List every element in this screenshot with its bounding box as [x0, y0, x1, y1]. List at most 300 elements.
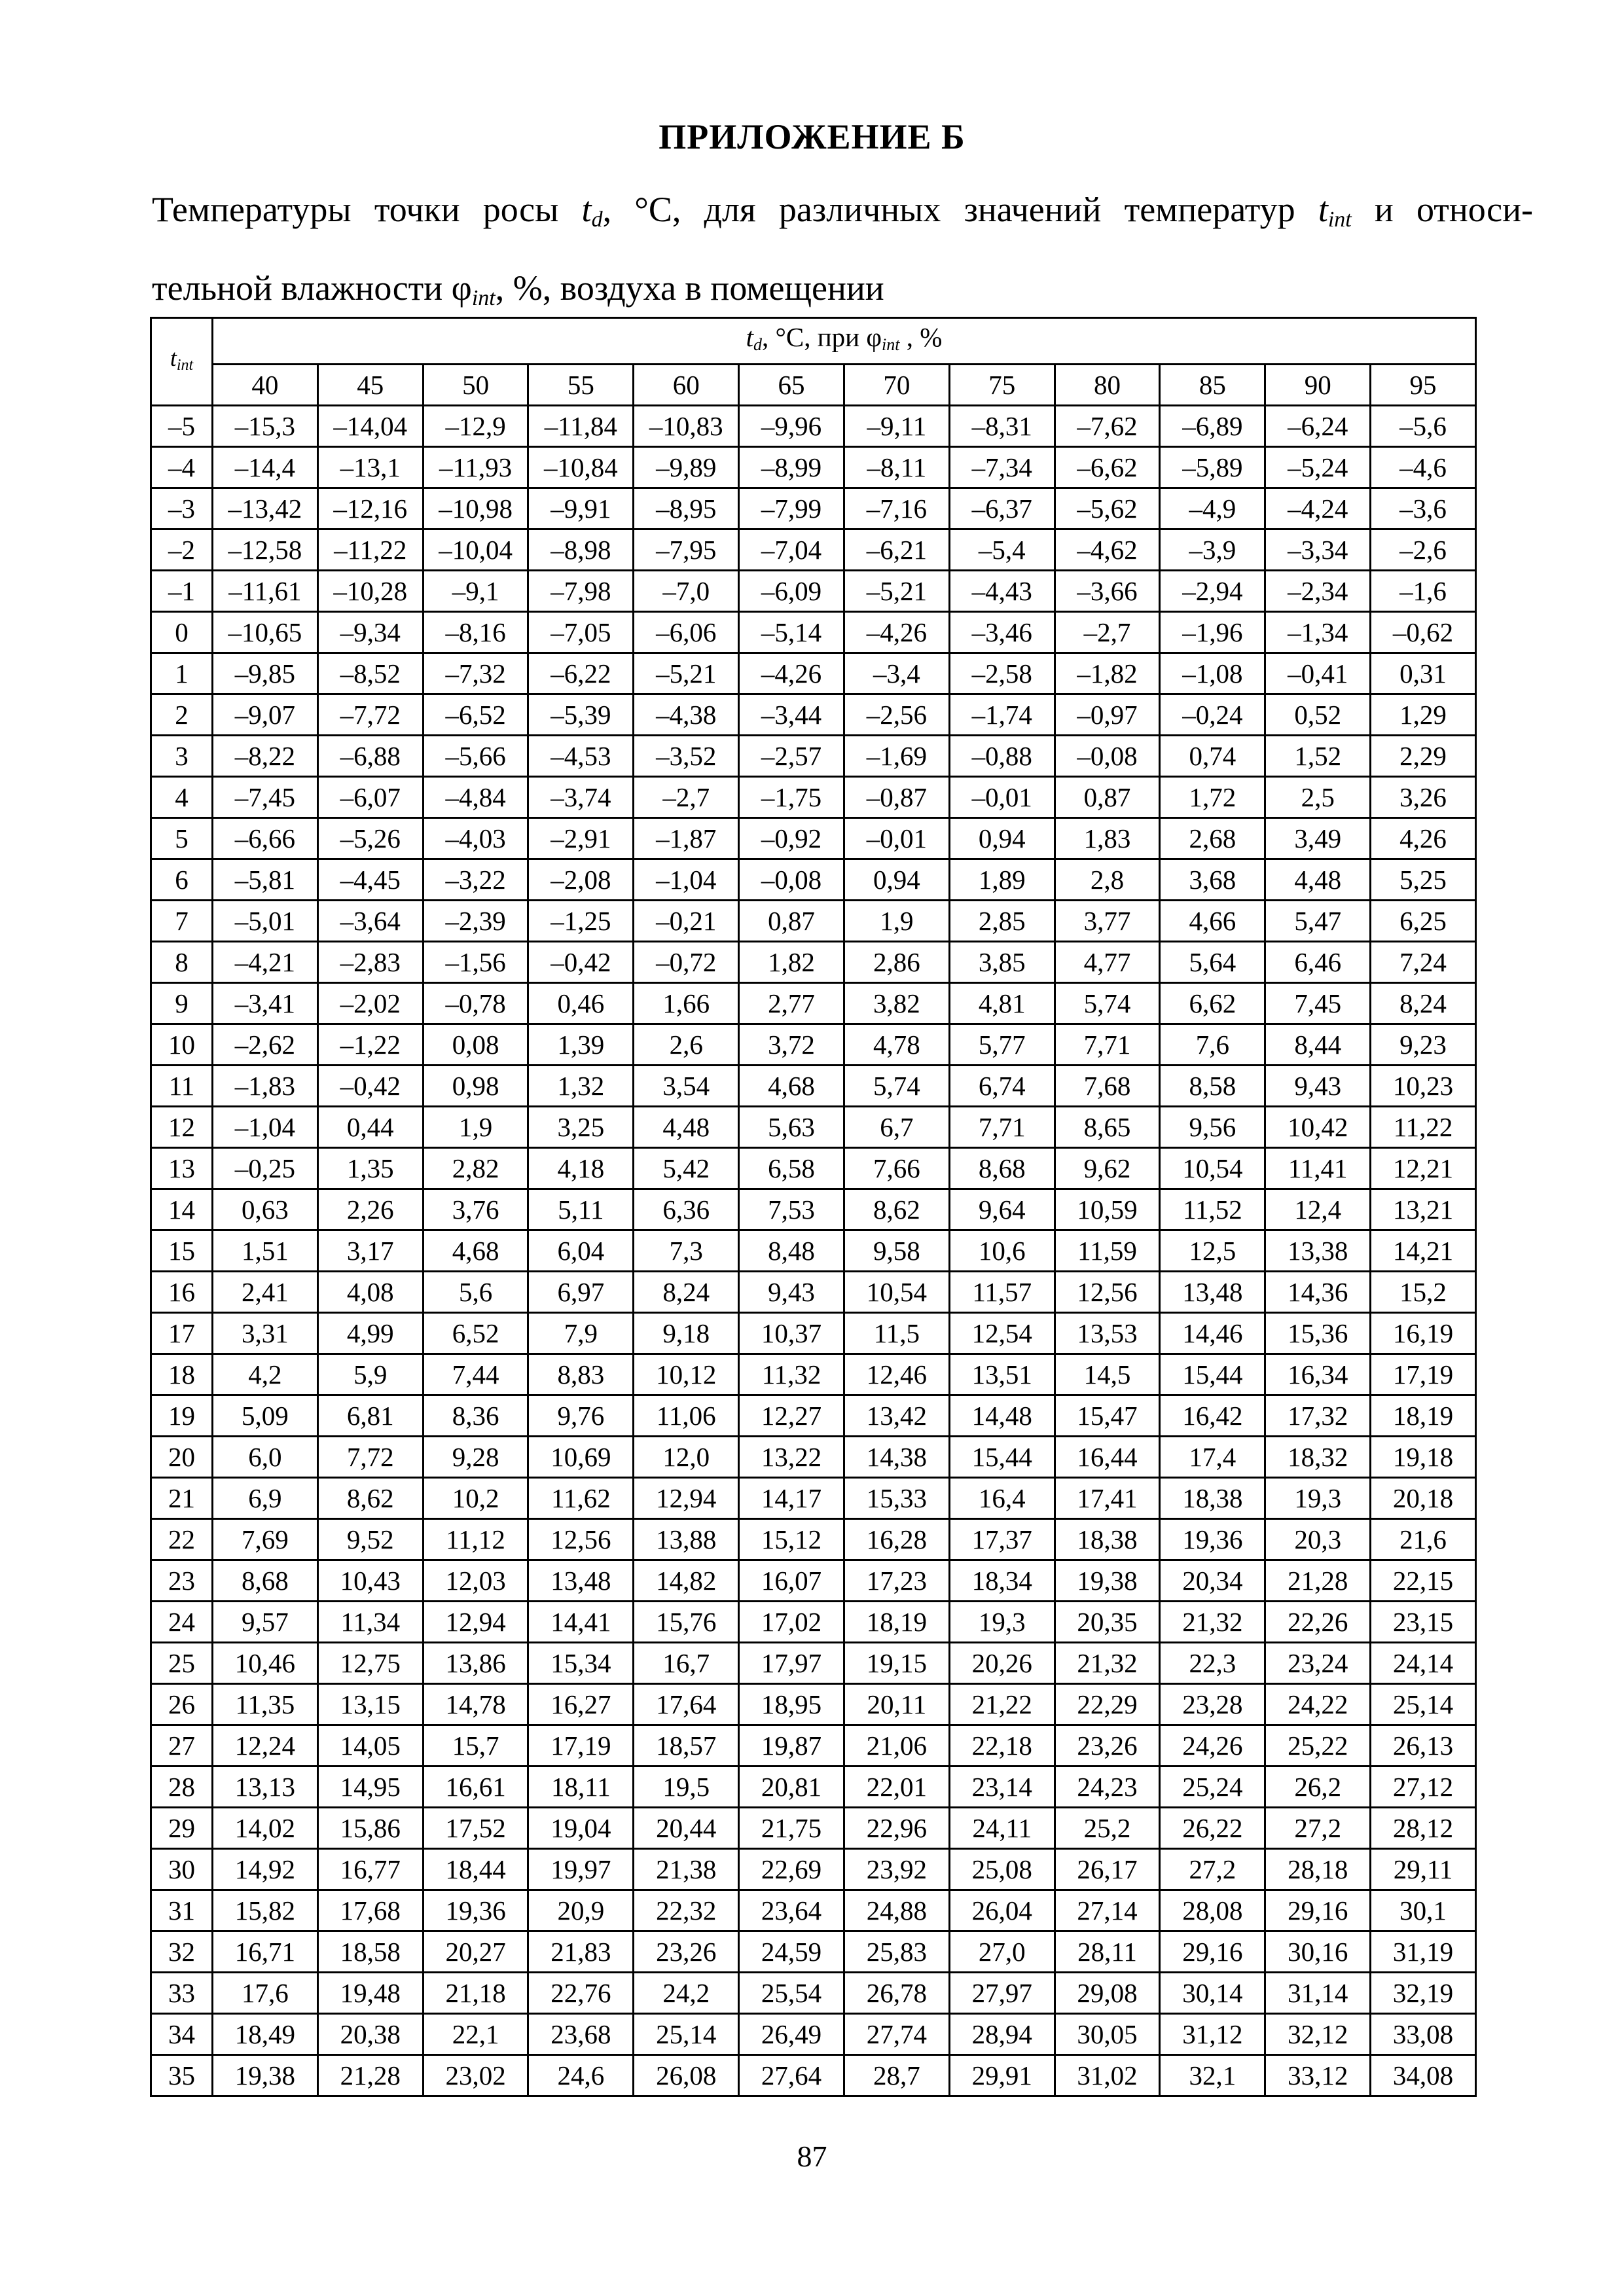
- dew-point-cell: 13,53: [1055, 1313, 1160, 1354]
- tint-value-cell: –2: [151, 529, 213, 571]
- dew-point-cell: –1,56: [423, 942, 528, 983]
- tint-value-cell: 12: [151, 1107, 213, 1148]
- dew-point-cell: –9,07: [213, 694, 318, 736]
- dew-point-cell: 11,52: [1160, 1189, 1265, 1230]
- dew-point-cell: 17,52: [423, 1808, 528, 1849]
- dew-point-cell: 2,77: [739, 983, 844, 1024]
- dew-point-cell: 6,04: [528, 1230, 634, 1272]
- humidity-column-header: 60: [634, 365, 739, 406]
- dew-point-cell: 20,3: [1265, 1519, 1371, 1560]
- dew-point-cell: 26,17: [1055, 1849, 1160, 1890]
- dew-point-cell: 21,75: [739, 1808, 844, 1849]
- dew-point-cell: 0,31: [1371, 653, 1476, 694]
- dew-point-cell: 7,24: [1371, 942, 1476, 983]
- dew-point-cell: 12,03: [423, 1560, 528, 1602]
- td-subscript: d: [591, 207, 603, 232]
- dew-point-cell: –11,22: [317, 529, 423, 571]
- dew-point-cell: –3,64: [317, 901, 423, 942]
- dew-point-cell: 2,6: [634, 1024, 739, 1066]
- dew-point-cell: 21,83: [528, 1931, 634, 1973]
- dew-point-cell: –12,58: [213, 529, 318, 571]
- dew-point-cell: –2,91: [528, 818, 634, 859]
- dew-point-cell: 28,94: [949, 2014, 1055, 2055]
- dew-point-cell: –7,05: [528, 612, 634, 653]
- dew-point-cell: 28,18: [1265, 1849, 1371, 1890]
- dew-point-cell: 9,56: [1160, 1107, 1265, 1148]
- dew-point-cell: 16,7: [634, 1643, 739, 1684]
- dew-point-cell: 15,47: [1055, 1395, 1160, 1437]
- dew-point-cell: –0,08: [1055, 736, 1160, 777]
- dew-point-cell: 17,68: [317, 1890, 423, 1931]
- dew-point-cell: 30,1: [1371, 1890, 1476, 1931]
- dew-point-cell: 4,48: [1265, 859, 1371, 901]
- tint-value-cell: 30: [151, 1849, 213, 1890]
- dew-point-cell: 10,12: [634, 1354, 739, 1395]
- tint-symbol: t: [1318, 190, 1328, 229]
- dew-point-cell: 0,74: [1160, 736, 1265, 777]
- dew-point-cell: –8,11: [844, 447, 949, 488]
- dew-point-cell: 19,38: [1055, 1560, 1160, 1602]
- dew-point-cell: –11,61: [213, 571, 318, 612]
- dew-point-cell: 7,71: [949, 1107, 1055, 1148]
- dew-point-cell: –5,39: [528, 694, 634, 736]
- dew-point-cell: –4,26: [844, 612, 949, 653]
- dew-point-cell: 3,49: [1265, 818, 1371, 859]
- table-row: [151, 859, 1476, 901]
- dew-point-cell: 17,4: [1160, 1437, 1265, 1478]
- dew-point-cell: 2,5: [1265, 777, 1371, 818]
- dew-point-cell: 2,86: [844, 942, 949, 983]
- dew-point-cell: 12,56: [1055, 1272, 1160, 1313]
- dew-point-cell: 29,11: [1371, 1849, 1476, 1890]
- dew-point-cell: –0,41: [1265, 653, 1371, 694]
- dew-point-cell: 8,83: [528, 1354, 634, 1395]
- dew-point-cell: 7,9: [528, 1313, 634, 1354]
- dew-point-cell: 13,48: [1160, 1272, 1265, 1313]
- dew-point-cell: 32,12: [1265, 2014, 1371, 2055]
- dew-point-cell: 27,2: [1160, 1849, 1265, 1890]
- dew-point-cell: 14,05: [317, 1725, 423, 1767]
- dew-point-cell: 0,46: [528, 983, 634, 1024]
- dew-point-cell: 22,69: [739, 1849, 844, 1890]
- dew-point-cell: 6,81: [317, 1395, 423, 1437]
- table-row: [151, 1560, 1476, 1602]
- dew-point-cell: 16,42: [1160, 1395, 1265, 1437]
- phi-subscript: int: [471, 286, 496, 310]
- dew-point-cell: 27,74: [844, 2014, 949, 2055]
- dew-point-cell: 12,4: [1265, 1189, 1371, 1230]
- dew-point-cell: 31,02: [1055, 2055, 1160, 2096]
- dew-point-cell: 5,64: [1160, 942, 1265, 983]
- dew-point-cell: –5,21: [844, 571, 949, 612]
- dew-point-cell: –1,87: [634, 818, 739, 859]
- dew-point-cell: 14,38: [844, 1437, 949, 1478]
- dew-point-cell: –3,46: [949, 612, 1055, 653]
- dew-point-cell: –0,97: [1055, 694, 1160, 736]
- dew-point-cell: 11,41: [1265, 1148, 1371, 1189]
- dew-point-cell: 18,38: [1160, 1478, 1265, 1519]
- dew-point-cell: –12,16: [317, 488, 423, 529]
- dew-point-cell: 4,68: [739, 1066, 844, 1107]
- dew-point-cell: –2,56: [844, 694, 949, 736]
- caption-text-2: , °С, для различных значений температур: [602, 190, 1318, 229]
- dew-point-cell: 29,91: [949, 2055, 1055, 2096]
- dew-point-cell: 16,27: [528, 1684, 634, 1725]
- table-row: [151, 1849, 1476, 1890]
- table-row: [151, 1973, 1476, 2014]
- dew-point-cell: 15,33: [844, 1478, 949, 1519]
- dew-point-cell: –4,21: [213, 942, 318, 983]
- table-row: [151, 571, 1476, 612]
- dew-point-cell: 7,45: [1265, 983, 1371, 1024]
- tint-value-cell: 24: [151, 1602, 213, 1643]
- dew-point-cell: 13,51: [949, 1354, 1055, 1395]
- table-row: [151, 406, 1476, 447]
- dew-point-cell: 13,42: [844, 1395, 949, 1437]
- dew-point-cell: 25,14: [1371, 1684, 1476, 1725]
- dew-point-cell: 27,12: [1371, 1767, 1476, 1808]
- table-row: [151, 818, 1476, 859]
- tint-value-cell: 0: [151, 612, 213, 653]
- dew-point-cell: 10,43: [317, 1560, 423, 1602]
- dew-point-cell: 19,15: [844, 1643, 949, 1684]
- table-row: [151, 1395, 1476, 1437]
- dew-point-cell: –8,99: [739, 447, 844, 488]
- dew-point-cell: 24,11: [949, 1808, 1055, 1849]
- dew-point-cell: –3,4: [844, 653, 949, 694]
- dew-point-cell: 2,82: [423, 1148, 528, 1189]
- dew-point-cell: 13,13: [213, 1767, 318, 1808]
- dew-point-cell: 16,19: [1371, 1313, 1476, 1354]
- table-header-row: [151, 318, 1476, 365]
- tint-value-cell: 23: [151, 1560, 213, 1602]
- dew-point-cell: –0,88: [949, 736, 1055, 777]
- dew-point-cell: 20,26: [949, 1643, 1055, 1684]
- dew-point-cell: –8,16: [423, 612, 528, 653]
- dew-point-cell: –5,24: [1265, 447, 1371, 488]
- dew-point-cell: 6,74: [949, 1066, 1055, 1107]
- dew-point-cell: 29,16: [1160, 1931, 1265, 1973]
- dew-point-cell: 5,63: [739, 1107, 844, 1148]
- dew-point-cell: 12,54: [949, 1313, 1055, 1354]
- dew-point-cell: 19,18: [1371, 1437, 1476, 1478]
- dew-point-cell: –2,83: [317, 942, 423, 983]
- dew-point-cell: –4,45: [317, 859, 423, 901]
- dew-point-cell: 21,06: [844, 1725, 949, 1767]
- dew-point-cell: 7,72: [317, 1437, 423, 1478]
- dew-point-cell: 28,7: [844, 2055, 949, 2096]
- dew-point-cell: 1,9: [844, 901, 949, 942]
- dew-point-cell: 18,19: [844, 1602, 949, 1643]
- dew-point-cell: –11,84: [528, 406, 634, 447]
- dew-point-cell: 21,18: [423, 1973, 528, 2014]
- dew-point-cell: –5,26: [317, 818, 423, 859]
- dew-point-cell: 14,36: [1265, 1272, 1371, 1313]
- dew-point-cell: 34,08: [1371, 2055, 1476, 2096]
- group-text-2: , %: [899, 322, 943, 352]
- dew-point-cell: 14,82: [634, 1560, 739, 1602]
- dew-point-cell: 1,66: [634, 983, 739, 1024]
- table-row: [151, 1890, 1476, 1931]
- dew-point-cell: 21,28: [1265, 1560, 1371, 1602]
- dew-point-cell: 10,37: [739, 1313, 844, 1354]
- dew-point-cell: 18,19: [1371, 1395, 1476, 1437]
- dew-point-cell: 6,97: [528, 1272, 634, 1313]
- dew-point-cell: –4,26: [739, 653, 844, 694]
- dew-point-cell: 25,08: [949, 1849, 1055, 1890]
- dew-point-cell: 27,14: [1055, 1890, 1160, 1931]
- table-row: [151, 1643, 1476, 1684]
- dew-point-cell: 22,26: [1265, 1602, 1371, 1643]
- dew-point-cell: –5,89: [1160, 447, 1265, 488]
- tint-value-cell: 1: [151, 653, 213, 694]
- dew-point-cell: –10,83: [634, 406, 739, 447]
- dew-point-cell: 14,02: [213, 1808, 318, 1849]
- dew-point-cell: 12,5: [1160, 1230, 1265, 1272]
- dew-point-cell: –0,62: [1371, 612, 1476, 653]
- dew-point-cell: 11,12: [423, 1519, 528, 1560]
- dew-point-cell: 9,64: [949, 1189, 1055, 1230]
- table-row: [151, 1478, 1476, 1519]
- tint-value-cell: –1: [151, 571, 213, 612]
- tint-value-cell: 11: [151, 1066, 213, 1107]
- dew-point-cell: 4,48: [634, 1107, 739, 1148]
- dew-point-cell: 9,76: [528, 1395, 634, 1437]
- dew-point-cell: –0,87: [844, 777, 949, 818]
- dew-point-cell: 3,77: [1055, 901, 1160, 942]
- dew-point-cell: 16,61: [423, 1767, 528, 1808]
- dew-point-cell: 1,32: [528, 1066, 634, 1107]
- dew-point-cell: 18,38: [1055, 1519, 1160, 1560]
- dew-point-cell: –8,95: [634, 488, 739, 529]
- dew-point-cell: 25,83: [844, 1931, 949, 1973]
- tint-value-cell: 21: [151, 1478, 213, 1519]
- dew-point-cell: –4,53: [528, 736, 634, 777]
- dew-point-cell: 5,74: [1055, 983, 1160, 1024]
- dew-point-cell: 15,12: [739, 1519, 844, 1560]
- dew-point-cell: –1,04: [213, 1107, 318, 1148]
- dew-point-cell: 9,58: [844, 1230, 949, 1272]
- dew-point-cell: 22,01: [844, 1767, 949, 1808]
- dew-point-cell: 30,05: [1055, 2014, 1160, 2055]
- dew-point-cell: –2,6: [1371, 529, 1476, 571]
- dew-point-cell: 23,14: [949, 1767, 1055, 1808]
- humidity-column-header: 55: [528, 365, 634, 406]
- dew-point-cell: –7,0: [634, 571, 739, 612]
- dew-point-cell: 28,12: [1371, 1808, 1476, 1849]
- dew-point-cell: –4,43: [949, 571, 1055, 612]
- dew-point-cell: 16,07: [739, 1560, 844, 1602]
- table-row: [151, 1354, 1476, 1395]
- dew-point-cell: 13,15: [317, 1684, 423, 1725]
- dew-point-cell: 20,44: [634, 1808, 739, 1849]
- dew-point-cell: –6,52: [423, 694, 528, 736]
- dew-point-cell: –3,22: [423, 859, 528, 901]
- dew-point-cell: 16,77: [317, 1849, 423, 1890]
- dew-point-cell: 3,31: [213, 1313, 318, 1354]
- dew-point-cell: –6,88: [317, 736, 423, 777]
- table-row: [151, 1437, 1476, 1478]
- dew-point-cell: 18,49: [213, 2014, 318, 2055]
- dew-point-cell: –7,98: [528, 571, 634, 612]
- dew-point-cell: 14,5: [1055, 1354, 1160, 1395]
- dew-point-cell: 8,68: [949, 1148, 1055, 1189]
- dew-point-cell: 18,34: [949, 1560, 1055, 1602]
- dew-point-cell: –0,42: [528, 942, 634, 983]
- dew-point-cell: 19,87: [739, 1725, 844, 1767]
- dew-point-cell: 15,34: [528, 1643, 634, 1684]
- table-row: [151, 488, 1476, 529]
- dew-point-cell: –7,99: [739, 488, 844, 529]
- dew-point-cell: 13,88: [634, 1519, 739, 1560]
- table-row: [151, 1066, 1476, 1107]
- dew-point-cell: –6,24: [1265, 406, 1371, 447]
- dew-point-cell: 0,44: [317, 1107, 423, 1148]
- group-text-1: , °С, при: [761, 322, 867, 352]
- tint-value-cell: 14: [151, 1189, 213, 1230]
- dew-point-cell: 3,72: [739, 1024, 844, 1066]
- tint-value-cell: 26: [151, 1684, 213, 1725]
- dew-point-cell: –0,24: [1160, 694, 1265, 736]
- humidity-column-header: 85: [1160, 365, 1265, 406]
- table-row: [151, 2014, 1476, 2055]
- table-row: [151, 942, 1476, 983]
- dew-point-cell: –7,34: [949, 447, 1055, 488]
- dew-point-cell: 16,28: [844, 1519, 949, 1560]
- dew-point-cell: 29,16: [1265, 1890, 1371, 1931]
- dew-point-cell: –14,04: [317, 406, 423, 447]
- dew-point-cell: 24,14: [1371, 1643, 1476, 1684]
- dew-point-cell: 13,38: [1265, 1230, 1371, 1272]
- dew-point-cell: –6,89: [1160, 406, 1265, 447]
- caption-text-3: и относи-: [1351, 190, 1533, 229]
- dew-point-cell: 22,96: [844, 1808, 949, 1849]
- dew-point-cell: 5,9: [317, 1354, 423, 1395]
- dew-point-cell: –10,04: [423, 529, 528, 571]
- tint-subscript: int: [1327, 207, 1352, 232]
- dew-point-cell: 17,02: [739, 1602, 844, 1643]
- dew-point-cell: 17,23: [844, 1560, 949, 1602]
- dew-point-cell: 19,3: [1265, 1478, 1371, 1519]
- dew-point-cell: 22,29: [1055, 1684, 1160, 1725]
- dew-point-cell: –8,22: [213, 736, 318, 777]
- dew-point-cell: 4,77: [1055, 942, 1160, 983]
- dew-point-cell: 6,46: [1265, 942, 1371, 983]
- dew-point-cell: 6,58: [739, 1148, 844, 1189]
- tint-value-cell: 19: [151, 1395, 213, 1437]
- dew-point-cell: 6,36: [634, 1189, 739, 1230]
- dew-point-cell: 23,15: [1371, 1602, 1476, 1643]
- dew-point-cell: 24,2: [634, 1973, 739, 2014]
- dew-point-cell: –5,81: [213, 859, 318, 901]
- tint-value-cell: 4: [151, 777, 213, 818]
- dew-point-cell: –9,1: [423, 571, 528, 612]
- dew-point-cell: 1,29: [1371, 694, 1476, 736]
- dew-point-cell: –4,03: [423, 818, 528, 859]
- dew-point-cell: 8,62: [317, 1478, 423, 1519]
- dew-point-cell: –9,91: [528, 488, 634, 529]
- table-row: [151, 1189, 1476, 1230]
- dew-point-cell: 19,36: [423, 1890, 528, 1931]
- dew-point-cell: 9,43: [739, 1272, 844, 1313]
- dew-point-cell: –14,4: [213, 447, 318, 488]
- table-row: [151, 777, 1476, 818]
- humidity-column-header: 40: [213, 365, 318, 406]
- dew-point-cell: –0,78: [423, 983, 528, 1024]
- dew-point-cell: 3,68: [1160, 859, 1265, 901]
- dew-point-cell: 20,34: [1160, 1560, 1265, 1602]
- appendix-heading: ПРИЛОЖЕНИЕ Б: [659, 117, 965, 156]
- dew-point-cell: 11,22: [1371, 1107, 1476, 1148]
- table-row: [151, 612, 1476, 653]
- dew-point-cell: –10,28: [317, 571, 423, 612]
- table-row: [151, 1107, 1476, 1148]
- dew-point-cell: 25,2: [1055, 1808, 1160, 1849]
- dew-point-cell: 17,6: [213, 1973, 318, 2014]
- humidity-group-header: [213, 318, 1476, 365]
- dew-point-cell: –1,22: [317, 1024, 423, 1066]
- dew-point-cell: 17,19: [528, 1725, 634, 1767]
- tint-column-header: [151, 318, 213, 406]
- dew-point-cell: 6,62: [1160, 983, 1265, 1024]
- dew-point-cell: 7,66: [844, 1148, 949, 1189]
- dew-point-cell: 0,98: [423, 1066, 528, 1107]
- dew-point-cell: 4,68: [423, 1230, 528, 1272]
- table-row: [151, 1519, 1476, 1560]
- dew-point-cell: –7,04: [739, 529, 844, 571]
- table-row: [151, 1148, 1476, 1189]
- dew-point-cell: 7,53: [739, 1189, 844, 1230]
- dew-point-cell: 15,76: [634, 1602, 739, 1643]
- dew-point-cell: –10,65: [213, 612, 318, 653]
- dew-point-cell: –3,44: [739, 694, 844, 736]
- dew-point-cell: –5,62: [1055, 488, 1160, 529]
- dew-point-cell: –6,66: [213, 818, 318, 859]
- dew-point-cell: 19,97: [528, 1849, 634, 1890]
- dew-point-cell: 19,38: [213, 2055, 318, 2096]
- dew-point-cell: 8,24: [1371, 983, 1476, 1024]
- dew-point-cell: 9,28: [423, 1437, 528, 1478]
- dew-point-cell: 8,24: [634, 1272, 739, 1313]
- dew-point-cell: 24,88: [844, 1890, 949, 1931]
- dew-point-cell: 15,36: [1265, 1313, 1371, 1354]
- dew-point-cell: –7,72: [317, 694, 423, 736]
- dew-point-cell: 9,23: [1371, 1024, 1476, 1066]
- dew-point-cell: –1,96: [1160, 612, 1265, 653]
- tint-value-cell: 3: [151, 736, 213, 777]
- tint-value-cell: 27: [151, 1725, 213, 1767]
- dew-point-cell: 13,48: [528, 1560, 634, 1602]
- dew-point-cell: –7,45: [213, 777, 318, 818]
- table-row: [151, 901, 1476, 942]
- dew-point-cell: 17,19: [1371, 1354, 1476, 1395]
- dew-point-cell: 8,68: [213, 1560, 318, 1602]
- dew-point-cell: 10,23: [1371, 1066, 1476, 1107]
- dew-point-cell: 24,26: [1160, 1725, 1265, 1767]
- dew-point-cell: 14,17: [739, 1478, 844, 1519]
- dew-point-cell: 16,44: [1055, 1437, 1160, 1478]
- dew-point-cell: 11,62: [528, 1478, 634, 1519]
- group-phi-symbol: φ: [866, 322, 882, 352]
- dew-point-cell: 2,26: [317, 1189, 423, 1230]
- table-row: [151, 529, 1476, 571]
- table-row: [151, 447, 1476, 488]
- dew-point-cell: –1,34: [1265, 612, 1371, 653]
- dew-point-cell: 27,97: [949, 1973, 1055, 2014]
- dew-point-cell: 15,86: [317, 1808, 423, 1849]
- table-row: [151, 1931, 1476, 1973]
- dew-point-cell: –5,6: [1371, 406, 1476, 447]
